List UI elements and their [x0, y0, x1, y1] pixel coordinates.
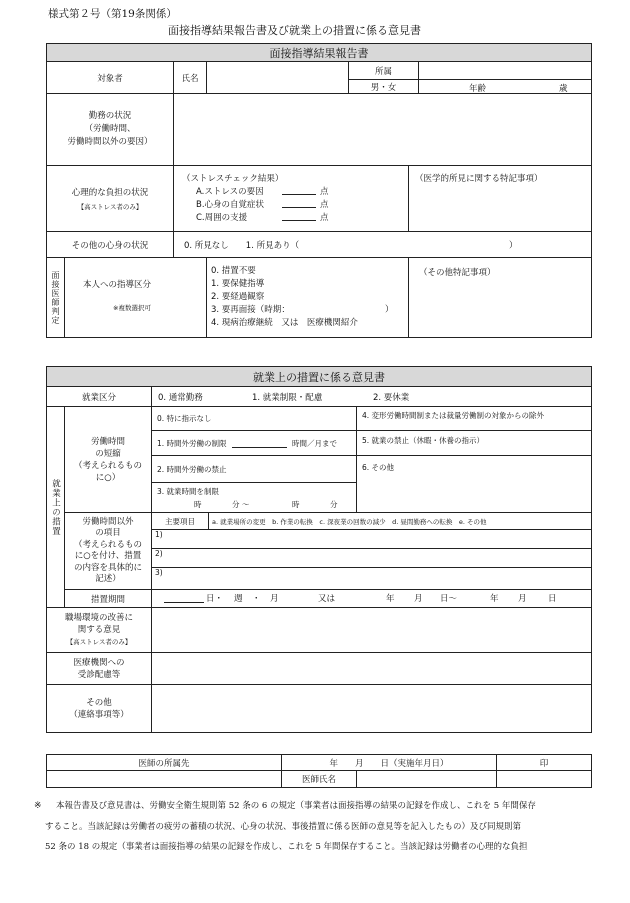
time-to-min: 分: [330, 500, 338, 509]
doctor-name-field[interactable]: [357, 771, 497, 788]
main-items-label: 主要項目: [152, 513, 209, 530]
affiliation-field[interactable]: [419, 62, 592, 80]
guidance-option-3-close: ）: [385, 305, 394, 315]
guidance-option-4[interactable]: 4. 現病治療継続 又は 医療機関紹介: [211, 318, 358, 328]
form-number: 様式第２号（第19条関係）: [48, 8, 177, 20]
age-field[interactable]: [419, 80, 592, 94]
medical-referral-label: 医療機関への 受診配慮等: [47, 653, 152, 685]
period-day: 日・: [206, 594, 224, 604]
work-status-field[interactable]: [174, 94, 592, 166]
work-category-option-2[interactable]: 2. 要休業: [373, 393, 410, 403]
measure-period-cell[interactable]: [152, 590, 592, 608]
guidance-option-0[interactable]: 0. 措置不要: [211, 266, 256, 276]
shorten-option-4[interactable]: 4. 変形労働時間制または裁量労働制の対象からの除外: [357, 407, 592, 431]
period-year-from: 年: [386, 594, 395, 604]
footer-table: [46, 754, 592, 788]
report-title: 面接指導結果報告書: [47, 44, 592, 62]
doctor-name-label: 医師氏名: [282, 771, 357, 788]
guidance-option-2[interactable]: 2. 要経過観察: [211, 292, 265, 302]
hours-input[interactable]: [232, 438, 287, 448]
other-condition-close: ）: [509, 241, 518, 251]
medical-findings-cell[interactable]: [409, 166, 592, 232]
psych-burden-label: 心理的な負担の状況: [71, 188, 149, 198]
main-items-options[interactable]: a. 就業場所の変更 b. 作業の転換 c. 深夜業の回数の減少 d. 昼間勤務への転換 e. その他: [209, 513, 592, 530]
work-category-cell: [152, 387, 592, 407]
opinion-table: [46, 366, 592, 733]
stress-item-b: B.心身の自覚症状: [196, 200, 265, 210]
shorten-option-3-cell[interactable]: [152, 483, 357, 513]
shorten-option-2[interactable]: 2. 時間外労働の禁止: [152, 456, 357, 483]
seal-field[interactable]: [497, 771, 592, 788]
other-condition-cell[interactable]: [174, 232, 592, 258]
name-label: 氏名: [174, 62, 207, 94]
measure-period-label: 措置期間: [65, 590, 152, 608]
subject-label: 対象者: [47, 62, 174, 94]
time-from-min: 分 ～: [232, 500, 250, 509]
age-unit: 歳: [559, 84, 568, 94]
stress-item-a: A.ストレスの要因: [196, 187, 264, 197]
hours-per-month: 時間／月まで: [292, 439, 337, 448]
period-or: 又は: [318, 594, 336, 604]
guidance-options-cell: [207, 258, 409, 338]
stress-c-input[interactable]: [282, 220, 316, 221]
note-mark: ※: [34, 801, 42, 811]
document-title: 面接指導結果報告書及び就業上の措置に係る意見書: [168, 24, 421, 37]
work-category-option-0[interactable]: 0. 通常勤務: [158, 393, 203, 403]
stress-check-title: （ストレスチェック結果）: [182, 174, 284, 184]
guidance-option-3[interactable]: 3. 要再面接（時期：: [211, 305, 290, 315]
stress-item-c: C.周囲の支援: [196, 213, 248, 223]
work-measure-vertical: 就業上の措置: [47, 407, 65, 608]
non-hours-label: 労働時間以外 の項目 （考えられるもの に○を付け、措置 の内容を具体的に 記述）: [65, 513, 152, 590]
measure-line-1[interactable]: 1): [152, 530, 592, 549]
stress-b-input[interactable]: [282, 207, 316, 208]
work-category-option-1[interactable]: 1. 就業制限・配慮: [252, 393, 323, 403]
stress-check-cell: [174, 166, 409, 232]
work-status-label: 勤務の状況 （労働時間、 労働時間以外の要因）: [47, 94, 174, 166]
doctor-affiliation-field[interactable]: [47, 771, 282, 788]
shorten-label: 労働時間 の短縮 （考えられるもの に○）: [65, 407, 152, 513]
other-label: その他 （連絡事項等）: [47, 685, 152, 733]
period-month-from: 月: [414, 594, 423, 604]
time-to-hour: 時: [292, 500, 300, 509]
shorten-option-1: 1. 時間外労働の制限: [157, 439, 227, 448]
guidance-option-1[interactable]: 1. 要保健指導: [211, 279, 265, 289]
affiliation-label: 所属: [349, 62, 419, 80]
note-line-2: すること。当該記録は労働者の疲労の蓄積の状況、心身の状況、事後措置に係る医師の意見等を記入したもの）及び同規則第: [45, 822, 522, 832]
period-dot: ・: [252, 594, 261, 604]
note-line-3: 52 条の 18 の規定（事業者は面接指導の結果の記録を作成し、これを 5 年間保存すること。当該記録は労働者の心理的な負担: [45, 842, 528, 852]
multiple-note: ※複数選択可: [113, 304, 151, 312]
period-day-from: 日～: [440, 594, 458, 604]
report-table: [46, 43, 592, 338]
other-notes-label: （その他特記事項）: [419, 268, 496, 278]
date-label[interactable]: 年 月 日（実施年月日）: [282, 755, 497, 771]
measure-line-2[interactable]: 2): [152, 549, 592, 568]
medical-referral-field[interactable]: [152, 653, 592, 685]
guidance-label: 本人への指導区分: [83, 280, 152, 290]
work-category-label: 就業区分: [47, 387, 152, 407]
period-week: 週: [234, 594, 243, 604]
shorten-option-5[interactable]: 5. 就業の禁止（休暇・休養の指示）: [357, 431, 592, 456]
shorten-option-3: 3. 就業時間を制限: [157, 487, 220, 496]
other-field[interactable]: [152, 685, 592, 733]
opinion-title: 就業上の措置に係る意見書: [47, 367, 592, 387]
medical-findings-label: （医学的所見に関する特記事項）: [415, 174, 543, 184]
period-year-to: 年: [490, 594, 499, 604]
guidance-label-cell: [65, 258, 207, 338]
time-from-hour: 時: [194, 500, 202, 509]
shorten-option-0[interactable]: 0. 特に指示なし: [152, 407, 357, 431]
shorten-option-1-cell[interactable]: [152, 431, 357, 456]
shorten-option-6[interactable]: 6. その他: [357, 456, 592, 513]
note-line-1: 本報告書及び意見書は、労働安全衛生規則第 52 条の 6 の規定（事業者は面接指導の結果の記録を作成し、これを 5 年間保存: [56, 801, 536, 811]
psych-burden-label-cell: [47, 166, 174, 232]
gender-field[interactable]: 男・女: [349, 80, 419, 94]
points-unit-b: 点: [320, 200, 329, 210]
other-condition-options: 0. 所見なし 1. 所見あり（: [184, 241, 300, 251]
doctor-affiliation-label: 医師の所属先: [47, 755, 282, 771]
period-day-to: 日: [548, 594, 557, 604]
age-label: 年齢: [469, 84, 487, 94]
points-unit-a: 点: [320, 187, 329, 197]
other-notes-cell[interactable]: [409, 258, 592, 338]
period-input[interactable]: [164, 593, 204, 603]
period-month-to: 月: [518, 594, 527, 604]
period-month: 月: [270, 594, 279, 604]
seal-label: 印: [497, 755, 592, 771]
psych-burden-note: 【高ストレス者のみ】: [77, 203, 143, 211]
name-field[interactable]: [207, 62, 349, 94]
stress-a-input[interactable]: [282, 194, 316, 195]
other-condition-label: その他の心身の状況: [47, 232, 174, 258]
measure-line-3[interactable]: 3): [152, 568, 592, 590]
points-unit-c: 点: [320, 213, 329, 223]
judgement-vertical: 面接医師判定: [47, 258, 65, 338]
workplace-field[interactable]: [152, 608, 592, 653]
workplace-label: 職場環境の改善に 関する意見 【高ストレス者のみ】: [47, 608, 152, 653]
